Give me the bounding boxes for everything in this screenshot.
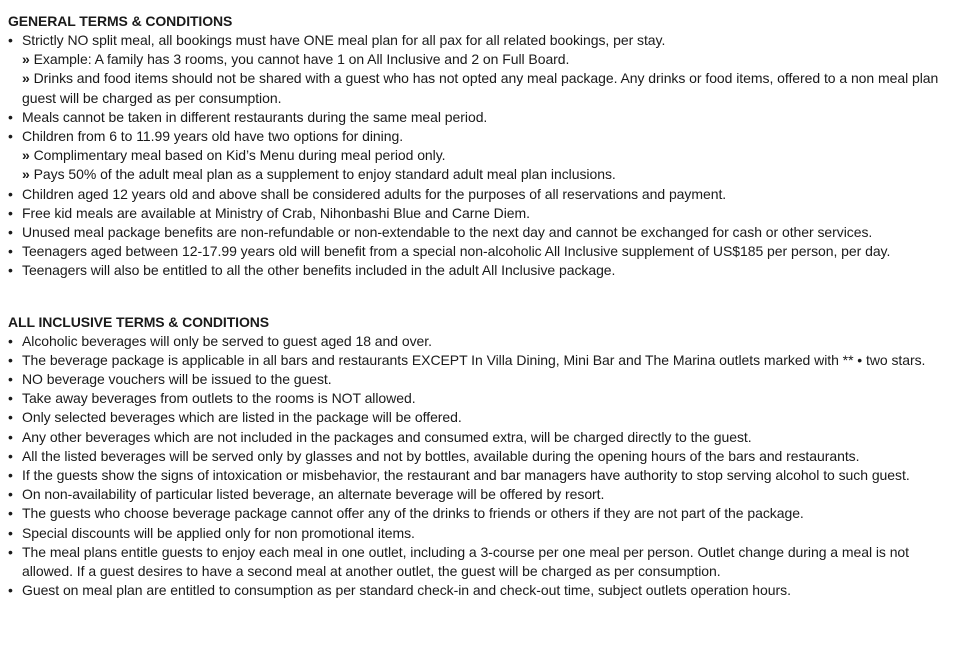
list-item: [8, 223, 963, 242]
list-item: [8, 127, 963, 146]
list-item: [8, 408, 963, 427]
all-inclusive-terms-list: [8, 332, 978, 601]
list-item-text: Unused meal package benefits are non-refundable or non-extendable to the next day and cannot be exchanged for cash or other services.: [22, 224, 873, 241]
list-item-text: Alcoholic beverages will only be served to guest aged 18 and over.: [22, 332, 432, 349]
list-item-text: Teenagers aged between 12-17.99 years old will benefit from a special non-alcoholic All Inclusive supplement of US$185 per person, per day.: [22, 243, 891, 260]
list-item-text: Only selected beverages which are listed in the package will be offered.: [22, 409, 462, 426]
list-item: [8, 108, 963, 127]
list-item-text: Special discounts will be applied only for non promotional items.: [22, 524, 415, 541]
list-item: [8, 31, 963, 50]
general-terms-list: [8, 31, 978, 281]
bullet-icon: •: [8, 582, 13, 599]
sub-list-item: [8, 69, 963, 107]
bullet-icon: •: [8, 204, 13, 221]
bullet-icon: •: [8, 262, 13, 279]
bullet-icon: •: [8, 351, 13, 368]
list-item-text: The guests who choose beverage package cannot offer any of the drinks to friends or others if they are not part of the package.: [22, 505, 804, 522]
bullet-icon: •: [8, 447, 13, 464]
list-item: [8, 466, 963, 485]
list-item: [8, 428, 963, 447]
bullet-icon: •: [8, 524, 13, 541]
bullet-icon: •: [8, 332, 13, 349]
list-item-text: Guest on meal plan are entitled to consumption as per standard check-in and check-out time, subject outlets operation hours.: [22, 582, 791, 599]
list-item: [8, 370, 963, 389]
double-chevron-icon: »: [22, 70, 30, 87]
double-chevron-icon: »: [22, 147, 30, 164]
list-item-text: NO beverage vouchers will be issued to the guest.: [22, 371, 332, 388]
list-item-text: Any other beverages which are not included in the packages and consumed extra, will be charged directly to the guest.: [22, 428, 752, 445]
list-item-text: All the listed beverages will be served only by glasses and not by bottles, available during the opening hours of the bars and restaurants.: [22, 447, 860, 464]
list-item: [8, 204, 963, 223]
list-item: [8, 261, 963, 280]
bullet-icon: •: [8, 390, 13, 407]
bullet-icon: •: [8, 543, 13, 560]
list-item: [8, 332, 963, 351]
bullet-icon: •: [8, 185, 13, 202]
bullet-icon: •: [8, 486, 13, 503]
bullet-icon: •: [8, 128, 13, 145]
bullet-icon: •: [8, 32, 13, 48]
section-divider-space: [8, 281, 978, 313]
list-item: [8, 389, 963, 408]
sub-list-item: [8, 165, 963, 184]
list-item: [8, 524, 963, 543]
list-item-text: Teenagers will also be entitled to all the other benefits included in the adult All Inclusive package.: [22, 262, 616, 279]
sub-list-item-text: Complimentary meal based on Kid’s Menu during meal period only.: [33, 147, 446, 164]
bullet-icon: •: [8, 505, 13, 522]
list-item-text: The beverage package is applicable in all bars and restaurants EXCEPT In Villa Dining, Mini Bar and The Marina outlets marked with ** • two stars.: [22, 351, 926, 368]
list-item: [8, 185, 963, 204]
list-item: [8, 351, 963, 370]
list-item-text: Meals cannot be taken in different restaurants during the same meal period.: [22, 108, 488, 125]
list-item-text: Take away beverages from outlets to the rooms is NOT allowed.: [22, 390, 416, 407]
general-terms-title: GENERAL TERMS & CONDITIONS: [8, 13, 233, 29]
list-item-text: On non-availability of particular listed beverage, an alternate beverage will be offered by resort.: [22, 486, 605, 503]
bullet-icon: •: [8, 428, 13, 445]
list-item-text: Free kid meals are available at Ministry of Crab, Nihonbashi Blue and Carne Diem.: [22, 204, 530, 221]
list-item: [8, 447, 963, 466]
sub-list-item: [8, 146, 963, 165]
all-inclusive-terms-title: ALL INCLUSIVE TERMS & CONDITIONS: [8, 313, 269, 330]
bullet-icon: •: [8, 243, 13, 260]
sub-list-item-text: Pays 50% of the adult meal plan as a supplement to enjoy standard adult meal plan inclusions.: [33, 166, 616, 183]
list-item: [8, 581, 963, 600]
bullet-icon: •: [8, 371, 13, 388]
list-item-text: Children aged 12 years old and above shall be considered adults for the purposes of all reservations and payment.: [22, 185, 727, 202]
double-chevron-icon: »: [22, 166, 30, 183]
bullet-icon: •: [8, 409, 13, 426]
list-item: [8, 504, 963, 523]
bullet-icon: •: [8, 108, 13, 125]
bullet-icon: •: [8, 224, 13, 241]
list-item: [8, 543, 963, 581]
list-item: [8, 485, 963, 504]
list-item-text: Children from 6 to 11.99 years old have two options for dining.: [22, 128, 404, 145]
sub-list-item-text: Drinks and food items should not be shared with a guest who has not opted any meal package. Any drinks or food items, offered to a non meal plan guest will be charged as per consumption.: [22, 70, 939, 106]
list-item-text: The meal plans entitle guests to enjoy each meal in one outlet, including a 3-course per one meal per person. Outlet change during a meal is not allowed. If a guest desires to have a second meal at another outlet, the guest will be charged as per consumption.: [22, 543, 910, 580]
bullet-icon: •: [8, 467, 13, 484]
list-item-text: If the guests show the signs of intoxication or misbehavior, the restaurant and bar managers have authority to stop serving alcohol to such guest.: [22, 467, 910, 484]
sub-list-item-text: Example: A family has 3 rooms, you cannot have 1 on All Inclusive and 2 on Full Board.: [33, 51, 570, 68]
list-item-text: Strictly NO split meal, all bookings must have ONE meal plan for all pax for all related bookings, per stay.: [22, 32, 666, 48]
sub-list-item: [8, 50, 963, 69]
list-item: [8, 242, 963, 261]
double-chevron-icon: »: [22, 51, 30, 68]
